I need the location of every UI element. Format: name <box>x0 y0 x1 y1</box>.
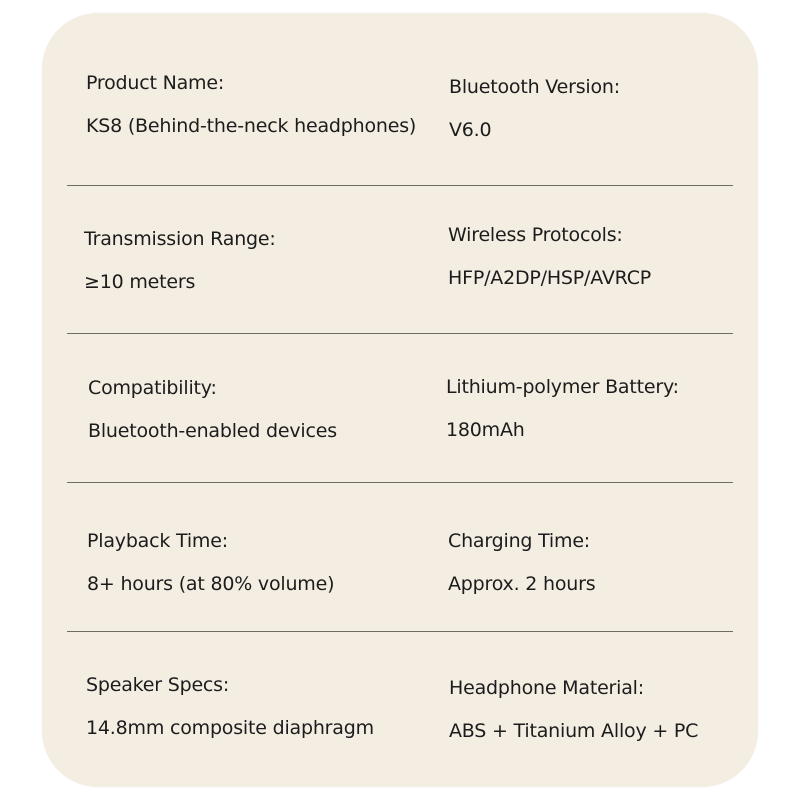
row-divider <box>67 631 733 632</box>
spec-label: Wireless Protocols: <box>448 224 623 246</box>
spec-label: Lithium-polymer Battery: <box>446 376 679 398</box>
spec-label: Product Name: <box>86 72 225 94</box>
row-divider <box>67 482 733 483</box>
spec-playback-time <box>87 530 334 595</box>
spec-value: 14.8mm composite diaphragm <box>86 717 374 739</box>
row-divider <box>67 185 733 186</box>
spec-bluetooth-version <box>449 76 620 141</box>
spec-transmission-range <box>84 228 276 293</box>
spec-label: Speaker Specs: <box>86 674 230 696</box>
spec-label: Charging Time: <box>448 530 591 552</box>
spec-value: Bluetooth-enabled devices <box>88 420 337 442</box>
spec-headphone-material <box>449 677 698 742</box>
spec-label: Bluetooth Version: <box>449 76 620 98</box>
spec-label: Compatibility: <box>88 377 217 399</box>
spec-value: Approx. 2 hours <box>448 573 596 595</box>
spec-value: 180mAh <box>446 419 525 441</box>
spec-compatibility <box>88 377 337 442</box>
row-divider <box>67 333 733 334</box>
spec-product-name <box>86 72 416 137</box>
spec-value: ≥10 meters <box>84 271 196 293</box>
spec-charging-time <box>448 530 595 595</box>
spec-value: KS8 (Behind-the-neck headphones) <box>86 115 417 137</box>
spec-value: HFP/A2DP/HSP/AVRCP <box>448 267 652 289</box>
spec-speaker <box>86 674 374 739</box>
spec-label: Transmission Range: <box>84 228 276 250</box>
spec-label: Headphone Material: <box>449 677 644 699</box>
spec-value: V6.0 <box>449 119 492 141</box>
spec-battery <box>446 376 679 441</box>
spec-value: 8+ hours (at 80% volume) <box>87 573 335 595</box>
spec-wireless-protocols <box>448 224 651 289</box>
spec-label: Playback Time: <box>87 530 228 552</box>
spec-value: ABS + Titanium Alloy + PC <box>449 720 699 742</box>
